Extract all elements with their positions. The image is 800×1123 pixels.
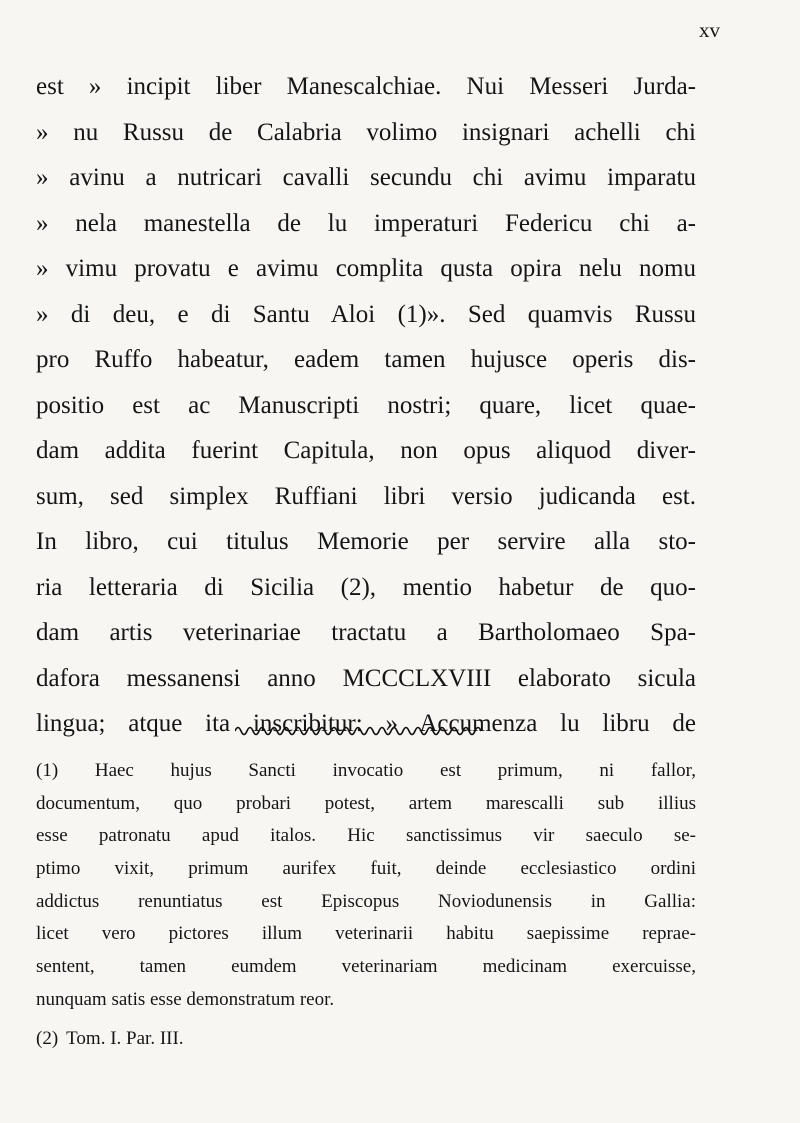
footnote-line: documentum, quo probari potest, artem marescalli sub illius	[36, 792, 696, 814]
text-line: pro Ruffo habeatur, eadem tamen hujusce operis dis-	[36, 346, 696, 373]
text-line: est » incipit liber Manescalchiae. Nui Messeri Jurda-	[36, 73, 696, 100]
text-line: » vimu provatu e avimu complita qusta opira nelu nomu	[36, 255, 696, 282]
footnote-marker: (2)	[36, 1027, 59, 1049]
text-line: dam addita fuerint Capitula, non opus aliquod diver-	[36, 437, 696, 464]
text-line: dafora messanensi anno MCCCLXVIII elaborato sicula	[36, 664, 696, 692]
text-line: sum, sed simplex Ruffiani libri versio judicanda est.	[36, 482, 696, 510]
main-text	[36, 64, 696, 747]
text-line: ria letteraria di Sicilia (2), mentio habetur de quo-	[36, 573, 696, 601]
footnote-2	[36, 1023, 696, 1055]
text-line: » di deu, e di Santu Aloi (1)». Sed quamvis Russu	[36, 300, 696, 328]
footnote-line: licet vero pictores illum veterinarii habitu saepissime reprae-	[36, 923, 696, 945]
footnote-text: Tom. I. Par. III.	[66, 1027, 184, 1049]
text-line: positio est ac Manuscripti nostri; quare, licet quae-	[36, 391, 696, 419]
footnote-line: (1) Haec hujus Sancti invocatio est primum, ni fallor,	[36, 760, 696, 781]
text-line: lingua; atque ita inscribitur: » Accumenza lu libru de	[36, 710, 696, 737]
text-line: » nu Russu de Calabria volimo insignari achelli chi	[36, 118, 696, 146]
footnote-line: addictus renuntiatus est Episcopus Noviodunensis in Gallia:	[36, 890, 696, 912]
text-line: » avinu a nutricari cavalli secundu chi avimu imparatu	[36, 164, 696, 191]
wavy-rule-ornament	[235, 722, 485, 738]
footnote-line: nunquam satis esse demonstratum reor.	[36, 988, 335, 1010]
footnote-line: esse patronatu apud italos. Hic sanctissimus vir saeculo se-	[36, 825, 696, 847]
page-number: xv	[699, 18, 720, 42]
footnote-line: sentent, tamen eumdem veterinariam medicinam exercuisse,	[36, 956, 696, 978]
text-line: dam artis veterinariae tractatu a Bartholomaeo Spa-	[36, 619, 696, 646]
text-line: In libro, cui titulus Memorie per servire alla sto-	[36, 528, 696, 555]
footnote-line: ptimo vixit, primum aurifex fuit, deinde ecclesiastico ordini	[36, 858, 696, 880]
footnotes	[36, 755, 696, 1055]
text-line: » nela manestella de lu imperaturi Federicu chi a-	[36, 209, 696, 237]
